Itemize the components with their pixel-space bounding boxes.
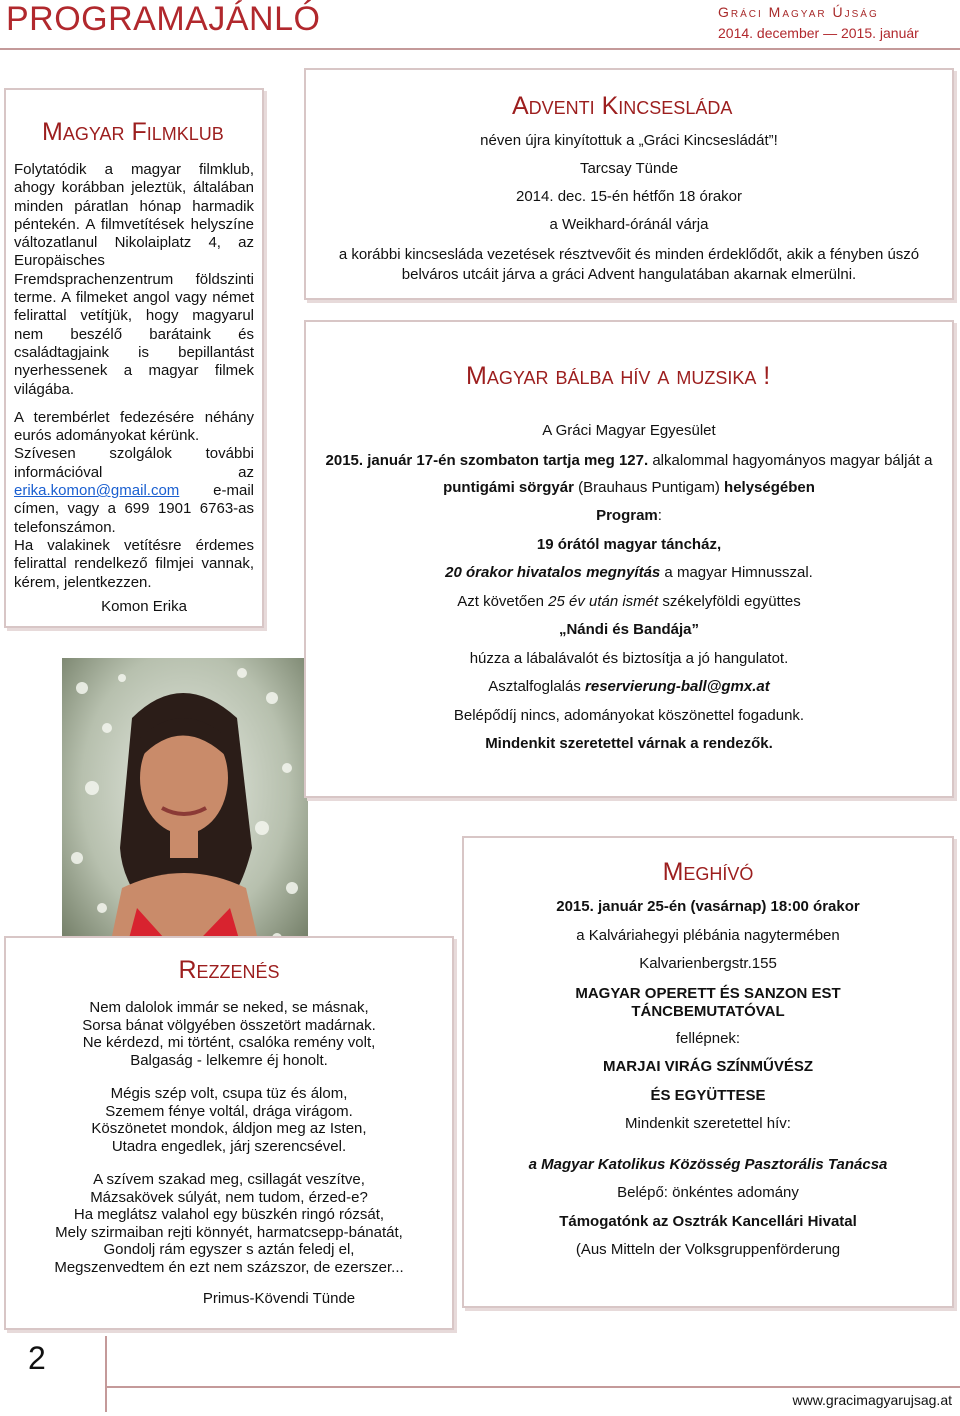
filmklub-contact-rest: e-mail címen, vagy a 699 1901 6763-as telefonszámon. xyxy=(14,482,254,536)
meghivo-performers-label: fellépnek: xyxy=(675,1029,741,1047)
bal-reservation xyxy=(316,673,942,702)
meghivo-title: Meghívó xyxy=(662,858,754,886)
advent-description: a korábbi kincsesláda vezetések résztvevőit és minden érdeklődőt, akik a fényben úszó belváros utcáit járva a gráci Advent hangulatában akarnak elmerülni. xyxy=(338,246,920,283)
bal-program-label xyxy=(316,502,942,531)
rezzenes-box xyxy=(4,936,454,1330)
poem-line: Gondolj rám egyszer s aztán feledj el, xyxy=(103,1241,355,1258)
poem-line: Balgaság - lelkemre éj honolt. xyxy=(130,1051,328,1069)
bal-reservation-email[interactable]: reservierung-ball@gmx.at xyxy=(585,678,770,695)
bal-band-name xyxy=(316,616,942,645)
footer-divider-vertical xyxy=(105,1336,107,1412)
filmklub-title: Magyar Filmklub xyxy=(42,118,224,146)
page-title: PROGRAMAJÁNLÓ xyxy=(6,0,321,38)
meghivo-performer-1 xyxy=(470,1053,946,1082)
meghivo-sponsor-de: (Aus Mitteln der Volksgruppenförderung xyxy=(575,1241,841,1258)
poem-stanza-2 xyxy=(12,1085,446,1155)
bal-item3-italic: 25 év után ismét xyxy=(548,592,659,610)
bal-program-label-text: Program xyxy=(596,507,658,524)
meghivo-invite: Mindenkit szeretettel hív: xyxy=(625,1115,791,1132)
bal-program-item-2 xyxy=(316,559,942,588)
header-divider xyxy=(0,48,960,50)
poem-line: Sorsa bánat völgyében összetört madárnak. xyxy=(82,1016,376,1034)
rezzenes-title: Rezzenés xyxy=(178,956,280,984)
bal-reservation-label: Asztalfoglalás xyxy=(488,678,586,695)
poem-line: A szívem szakad meg, csillagát veszítve, xyxy=(93,1171,365,1188)
advent-box xyxy=(304,68,954,300)
bal-organizer: A Gráci Magyar Egyesület xyxy=(542,422,716,439)
poem-line: Megszenvedtem én ezt nem százszor, de ezerszer... xyxy=(54,1258,404,1276)
filmklub-signature: Komon Erika xyxy=(101,597,187,615)
bal-welcome xyxy=(316,730,942,759)
meghivo-host xyxy=(470,1151,946,1180)
bal-program-item-3 xyxy=(316,588,942,617)
bal-anthem-text: a magyar Himnusszal. xyxy=(660,564,813,581)
bal-date-rest: alkalommal hagyományos magyar bálját a xyxy=(648,451,933,469)
bal-venue-suffix: helységében xyxy=(724,478,815,496)
meghivo-performer-2 xyxy=(470,1082,946,1111)
meghivo-address: Kalvarienbergstr.155 xyxy=(639,955,777,972)
poem-line: Nem dalolok immár se neked, se másnak, xyxy=(89,999,369,1016)
filmklub-email-link[interactable]: erika.komon@gmail.com xyxy=(14,482,180,500)
poem-line: Szemem fénye voltál, drága virágom. xyxy=(105,1102,353,1120)
bal-item3-suffix: székelyföldi együttes xyxy=(658,592,801,610)
poem-line: Utadra engedlek, járj szerencsével. xyxy=(111,1137,347,1155)
bal-band-text: „Nándi és Bandája” xyxy=(558,621,700,638)
meghivo-place: a Kalváriahegyi plébánia nagytermében xyxy=(576,926,840,944)
filmklub-paragraph-2 xyxy=(14,409,254,592)
bal-venue xyxy=(316,474,942,503)
advent-title: Adventi Kincsesláda xyxy=(512,92,733,120)
bal-welcome-text: Mindenkit szeretettel várnak a rendezők. xyxy=(485,735,773,752)
advent-host: Tarcsay Tünde xyxy=(579,160,679,177)
bal-program-item-1 xyxy=(316,531,942,560)
poem-line: Ne kérdezd, mi történt, csalóka remény volt, xyxy=(82,1034,376,1051)
poem-line: Mely szirmaiban rejti könnyét, harmatcsepp-bánatát, xyxy=(55,1223,403,1241)
bal-program-item-4: húzza a lábalávalót és biztosítja a jó hangulatot. xyxy=(469,649,789,667)
bal-box xyxy=(304,320,954,798)
bal-venue-name: puntigámi sörgyár xyxy=(443,478,574,496)
bal-program-item-1-text: 19 órától magyar táncház, xyxy=(536,535,722,553)
bal-venue-detail: (Brauhaus Puntigam) xyxy=(573,478,725,496)
filmklub-donation-text: A terembérlet fedezésére néhány eurós adományokat kérünk. xyxy=(14,408,254,445)
footer-divider-horizontal xyxy=(105,1386,960,1388)
bal-item3-prefix: Azt követően xyxy=(457,592,549,610)
meghivo-event xyxy=(470,985,946,1021)
page-number: 2 xyxy=(28,1340,46,1376)
poem-line: Mégis szép volt, csupa tüz és álom, xyxy=(110,1085,348,1102)
bal-entry-fee: Belépődíj nincs, adományokat köszönettel fogadunk. xyxy=(453,706,805,724)
poem-stanza-3 xyxy=(12,1171,446,1276)
advent-date: 2014. dec. 15-én hétfőn 18 órakor xyxy=(516,188,742,205)
bal-title: Magyar bálba hív a muzsika ! xyxy=(466,362,771,390)
meghivo-performer-2-text: ÉS EGYÜTTESE xyxy=(650,1086,766,1104)
filmklub-request-text: Ha valakinek vetítésre érdemes felirattal rendelkező filmjei vannak, kérem, jelentkezzen. xyxy=(14,536,254,591)
bal-date xyxy=(316,452,942,470)
issue-dates: 2014. december — 2015. január xyxy=(718,25,919,41)
filmklub-paragraph-1: Folytatódik a magyar filmklub, ahogy korábban jeleztük, általában minden páratlan hónap harmadik péntekén. A filmvetítések helyszíne változatlanul Nikolaiplatz 4, az Europäisches Fremdsprachenzentrum földszinti terme. A filmeket angol vagy német felirattal vetítjük, hogy magyarul nem beszélő barátaink és családtagjaink is bepillantást nyerhessenek a magyar filmek világába. xyxy=(14,161,254,398)
bal-program-colon: : xyxy=(657,507,662,524)
meghivo-date xyxy=(470,893,946,922)
poem-line: Köszönetet mondok, áldjon meg az Isten, xyxy=(91,1120,367,1137)
advent-meeting-point: a Weikhard-óránál várja xyxy=(549,216,709,233)
advent-line-1: néven újra kinyítottuk a „Gráci Kincsesládát”! xyxy=(480,132,778,149)
poem-stanza-1 xyxy=(12,999,446,1069)
poem-line: Ha meglátsz valahol egy büszkén ringó rózsát, xyxy=(73,1206,385,1223)
meghivo-host-text: a Magyar Katolikus Közösség Pasztorális Tanácsa xyxy=(528,1155,888,1173)
filmklub-contact-text: Szívesen szolgálok további információval az xyxy=(14,445,254,481)
meghivo-sponsor xyxy=(470,1208,946,1237)
publication-name: Gráci Magyar Újság xyxy=(718,4,879,20)
meghivo-performer-1-text: MARJAI VIRÁG SZÍNMŰVÉSZ xyxy=(602,1058,813,1075)
bal-opening-text: 20 órakor hivatalos megnyítás xyxy=(445,564,661,581)
bal-date-bold: 2015. január 17-én szombaton tartja meg 127. xyxy=(325,451,649,469)
filmklub-box xyxy=(4,88,264,628)
meghivo-box xyxy=(462,836,954,1308)
meghivo-entry: Belépő: önkéntes adomány xyxy=(617,1184,799,1201)
poem-line: Mázsakövek súlyát, nem tudom, érzed-e? xyxy=(90,1188,368,1206)
meghivo-event-text: MAGYAR OPERETT ÉS SANZON EST TÁNCBEMUTATÓVAL xyxy=(575,984,841,1020)
meghivo-date-text: 2015. január 25-én (vasárnap) 18:00 órakor xyxy=(556,898,860,915)
website-link[interactable]: www.gracimagyarujsag.at xyxy=(792,1392,952,1408)
poem-author: Primus-Kövendi Tünde xyxy=(202,1290,356,1307)
meghivo-sponsor-text: Támogatónk az Osztrák Kancellári Hivatal xyxy=(559,1212,857,1230)
